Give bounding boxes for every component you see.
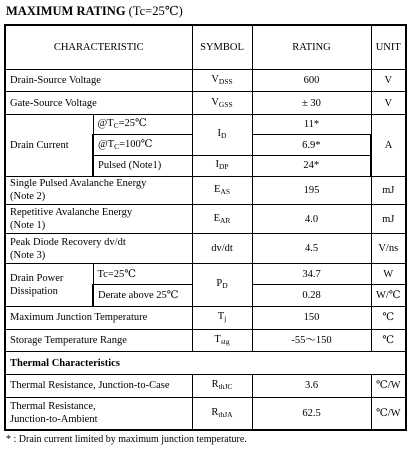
symbol-tstg: $T_{stg}$ xyxy=(192,329,252,352)
label-repetitive-avalanche: Repetitive Avalanche Energy (Note 1) xyxy=(5,205,192,234)
symbol-eas: $E_{AS}$ xyxy=(192,176,252,205)
row-peak-diode-recovery xyxy=(5,234,406,264)
title-main: MAXIMUM RATING xyxy=(6,4,126,18)
unit-vgss: V xyxy=(371,92,406,115)
rating-vdss: 600 xyxy=(252,69,371,92)
maximum-rating-table xyxy=(4,24,407,431)
label-peak-diode-recovery: Peak Diode Recovery dv/dt (Note 3) xyxy=(5,234,192,264)
unit-dvdt: V/ns xyxy=(371,234,406,264)
rating-tstg: -55～150 xyxy=(252,329,371,352)
symbol-rthja: $R_{thJA}$ xyxy=(192,397,252,430)
rating-pd-derate: 0.28 xyxy=(252,285,371,307)
rating-ear: 4.0 xyxy=(252,205,371,234)
unit-rthjc: ℃/W xyxy=(371,374,406,397)
thermal-characteristics-header-row xyxy=(5,352,406,375)
header-symbol: SYMBOL xyxy=(192,25,252,69)
unit-pd-25: W xyxy=(371,263,406,285)
label-gate-source-voltage: Gate-Source Voltage xyxy=(5,92,192,115)
symbol-ear: $E_{AR}$ xyxy=(192,205,252,234)
row-storage-temperature xyxy=(5,329,406,352)
row-drain-source-voltage xyxy=(5,69,406,92)
table-title xyxy=(6,3,183,19)
rating-vgss: ± 30 xyxy=(252,92,371,115)
symbol-dvdt: dv/dt xyxy=(192,234,252,264)
symbol-pd: $P_D$ xyxy=(192,263,252,306)
unit-vdss: V xyxy=(371,69,406,92)
header-row xyxy=(5,25,406,69)
unit-ear: mJ xyxy=(371,205,406,234)
rating-rthjc: 3.6 xyxy=(252,374,371,397)
unit-tstg: ℃ xyxy=(371,329,406,352)
rating-rthja: 62.5 xyxy=(252,397,371,430)
rating-idp: 24* xyxy=(252,156,371,177)
unit-tj: ℃ xyxy=(371,307,406,330)
symbol-rthjc: $R_{thJC}$ xyxy=(192,374,252,397)
rating-tj: 150 xyxy=(252,307,371,330)
unit-eas: mJ xyxy=(371,176,406,205)
unit-rthja: ℃/W xyxy=(371,397,406,430)
row-drain-power-25 xyxy=(5,263,406,285)
symbol-id: $I_D$ xyxy=(192,114,252,155)
label-thermal-resistance-case: Thermal Resistance, Junction-to-Case xyxy=(5,374,192,397)
unit-pd-derate: W/℃ xyxy=(371,285,406,307)
symbol-vdss: $V_{DSS}$ xyxy=(192,69,252,92)
rating-id-100: 6.9* xyxy=(252,135,371,156)
header-rating: RATING xyxy=(252,25,371,69)
title-condition: (Tc=25℃) xyxy=(128,4,183,18)
condition-tc-100: $@T_C=100℃$ xyxy=(93,135,192,156)
condition-pulsed: Pulsed (Note1) xyxy=(93,156,192,177)
header-characteristic: CHARACTERISTIC xyxy=(5,25,192,69)
label-single-pulsed-avalanche: Single Pulsed Avalanche Energy (Note 2) xyxy=(5,176,192,205)
rating-id-25: 11* xyxy=(252,114,371,135)
condition-tc-25: $@T_C=25℃$ xyxy=(93,114,192,135)
label-drain-power-dissipation: Drain Power Dissipation xyxy=(5,263,93,306)
symbol-tj: $T_j$ xyxy=(192,307,252,330)
unit-drain-current: A xyxy=(371,114,406,176)
condition-pd-derate: Derate above 25℃ xyxy=(93,285,192,307)
label-storage-temperature: Storage Temperature Range xyxy=(5,329,192,352)
label-junction-temperature: Maximum Junction Temperature xyxy=(5,307,192,330)
row-thermal-resistance-case xyxy=(5,374,406,397)
row-gate-source-voltage xyxy=(5,92,406,115)
row-repetitive-avalanche xyxy=(5,205,406,234)
label-drain-source-voltage: Drain-Source Voltage xyxy=(5,69,192,92)
row-junction-temperature xyxy=(5,307,406,330)
condition-pd-25: Tc=25℃ xyxy=(93,263,192,285)
rating-dvdt: 4.5 xyxy=(252,234,371,264)
thermal-characteristics-heading: Thermal Characteristics xyxy=(5,352,406,375)
symbol-idp: $I_{DP}$ xyxy=(192,156,252,177)
footnote: * : Drain current limited by maximum junction temperature. xyxy=(6,434,247,445)
row-thermal-resistance-ambient xyxy=(5,397,406,430)
symbol-vgss: $V_{GSS}$ xyxy=(192,92,252,115)
rating-pd-25: 34.7 xyxy=(252,263,371,285)
rating-eas: 195 xyxy=(252,176,371,205)
row-single-pulsed-avalanche xyxy=(5,176,406,205)
row-drain-current-25 xyxy=(5,114,406,135)
label-thermal-resistance-ambient: Thermal Resistance, Junction-to-Ambient xyxy=(5,397,192,430)
label-drain-current: Drain Current xyxy=(5,114,93,176)
header-unit: UNIT xyxy=(371,25,406,69)
